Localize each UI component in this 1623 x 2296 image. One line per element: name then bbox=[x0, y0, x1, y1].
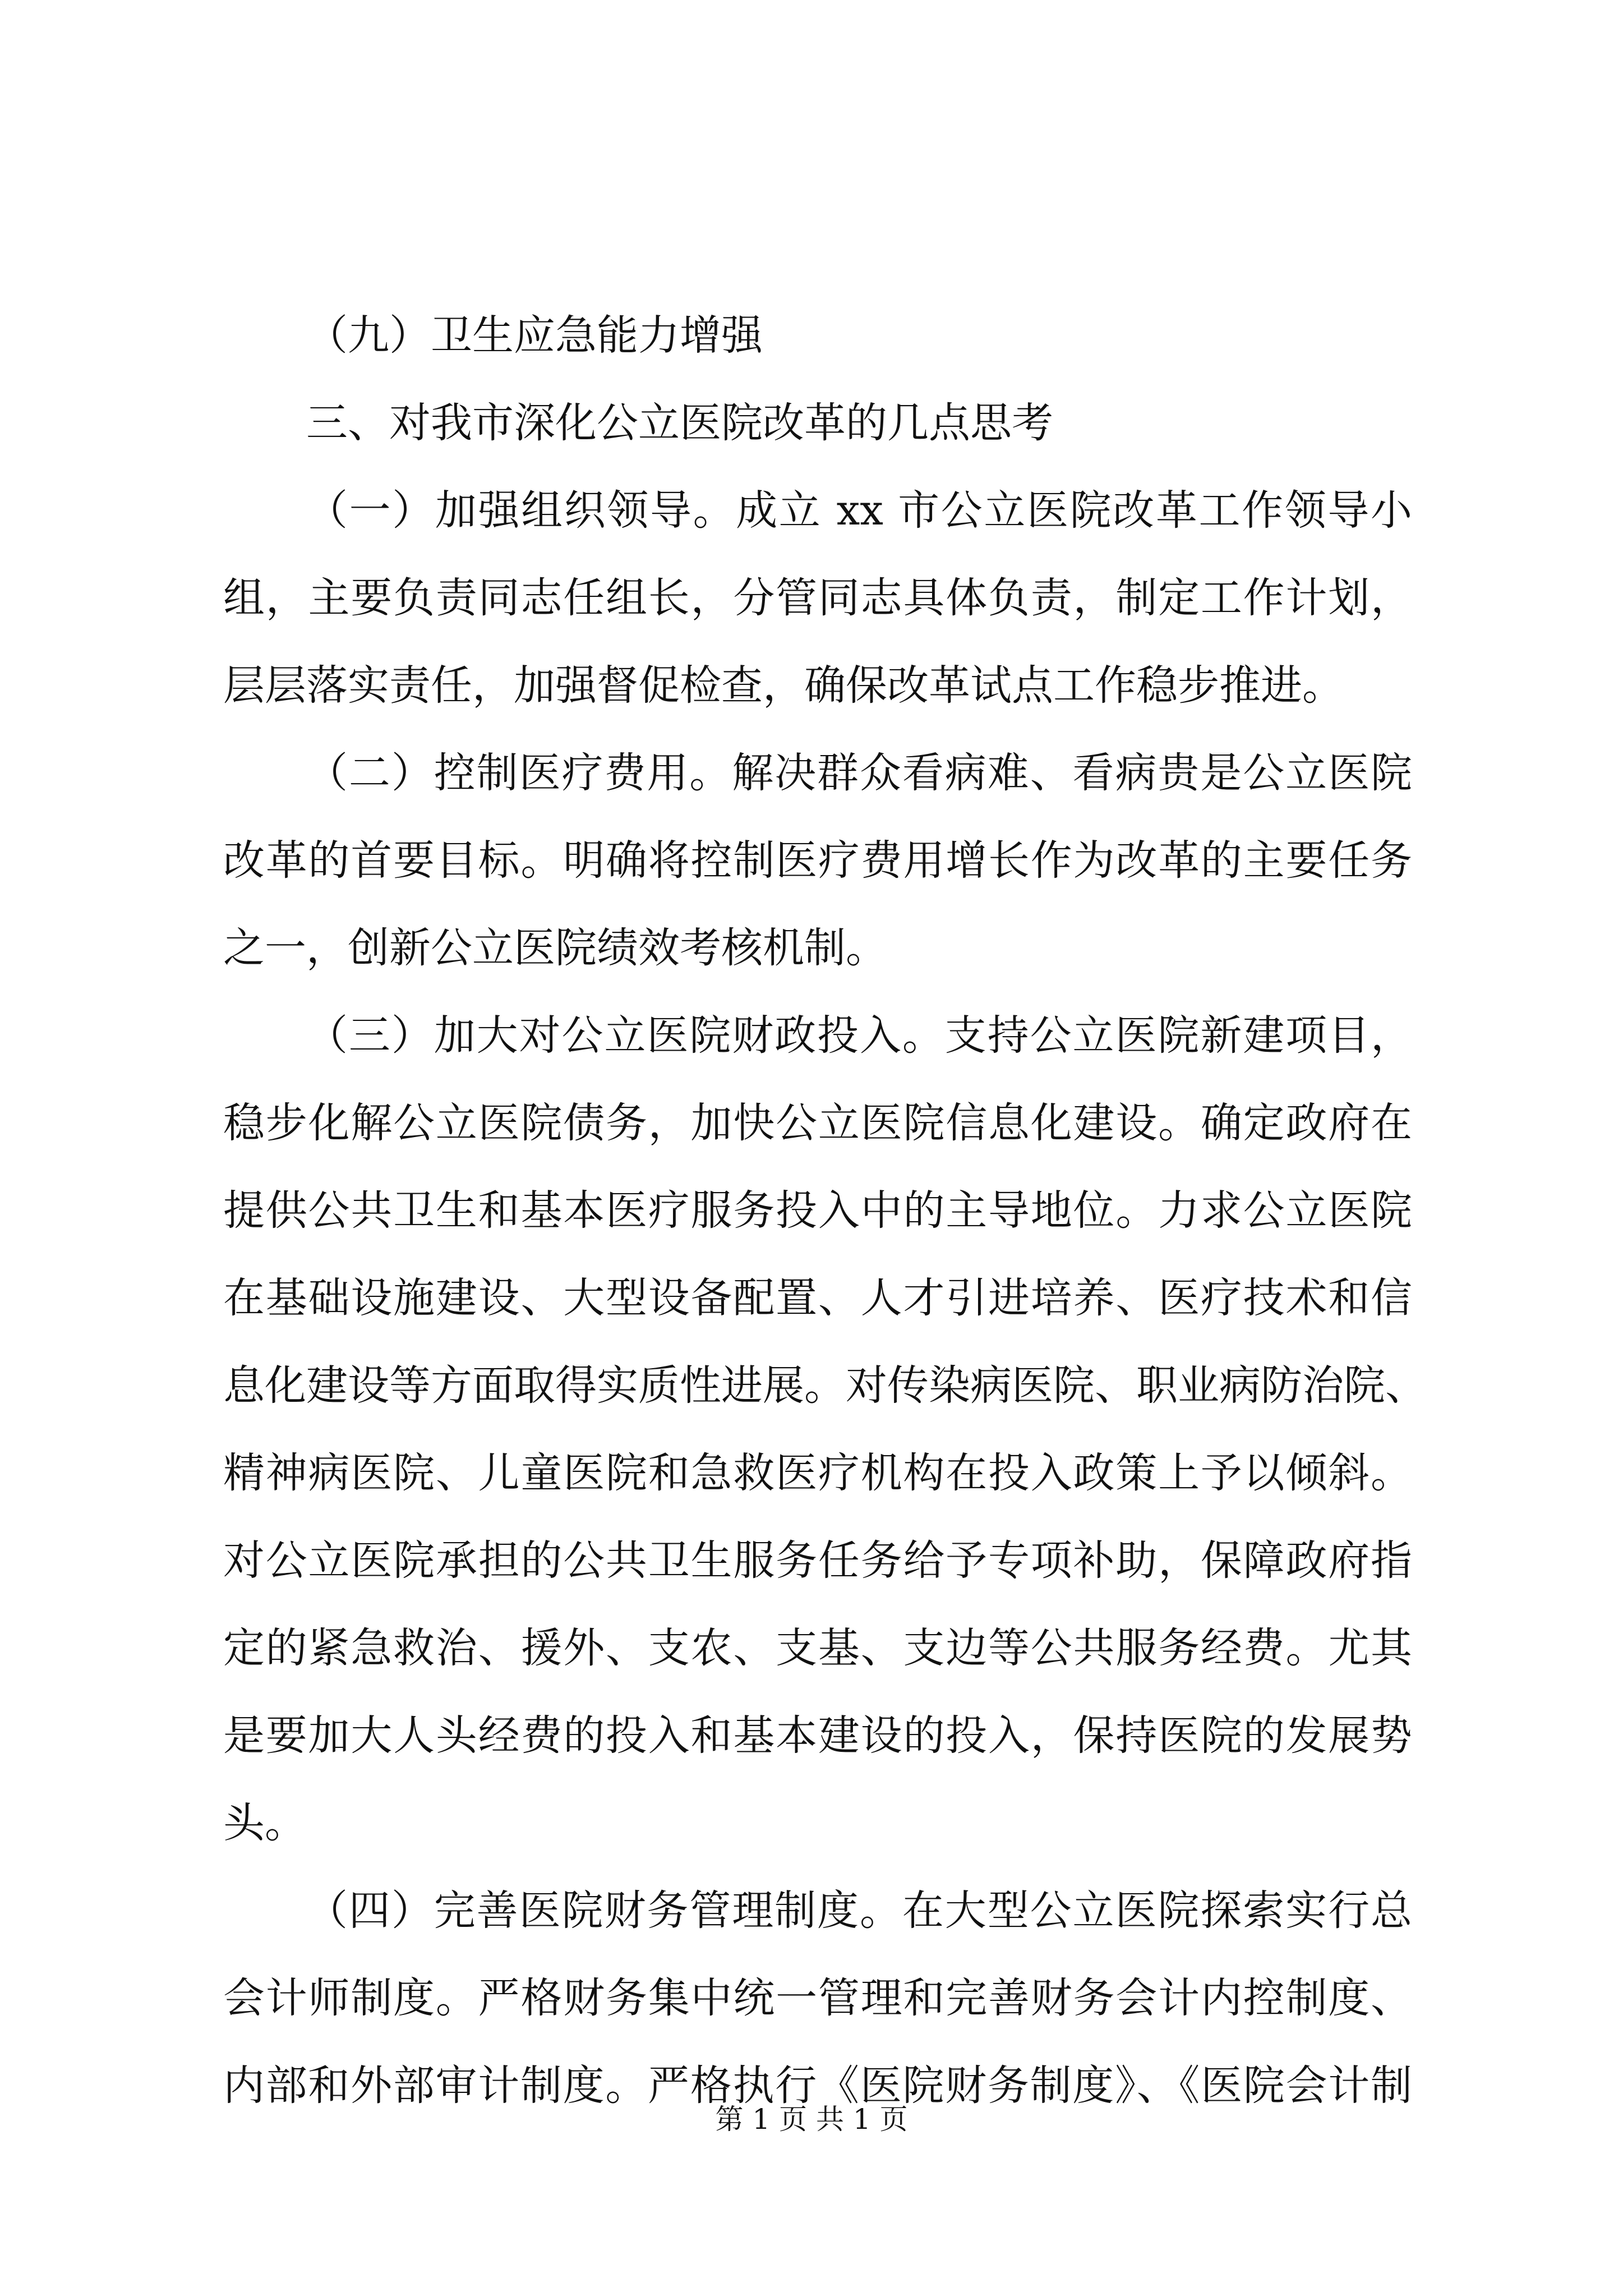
paragraph-line: 定的紧急救治、援外、支农、支基、支边等公共服务经费。尤其 bbox=[223, 1624, 1412, 1672]
paragraph-line: 稳步化解公立医院债务，加快公立医院信息化建设。确定政府在 bbox=[223, 1099, 1412, 1147]
paragraph-line: （四）完善医院财务管理制度。在大型公立医院探索实行总 bbox=[306, 1887, 1412, 1935]
paragraph-line: 改革的首要目标。明确将控制医疗费用增长作为改革的主要任务 bbox=[223, 836, 1412, 885]
paragraph-fiscal-investment bbox=[223, 992, 1427, 1867]
paragraph-financial-management bbox=[223, 1867, 1412, 2129]
paragraph-control-costs bbox=[223, 729, 1412, 992]
paragraph-line: （九）卫生应急能力增强 bbox=[306, 311, 763, 360]
page-footer: 第 1 页 共 1 页 bbox=[715, 2103, 908, 2136]
paragraph-line: 提供公共卫生和基本医疗服务投入中的主导地位。力求公立医院 bbox=[223, 1186, 1412, 1235]
paragraph-line: 精神病医院、儿童医院和急救医疗机构在投入政策上予以倾斜。 bbox=[223, 1449, 1412, 1497]
paragraph-strengthen-leadership bbox=[223, 467, 1412, 729]
paragraph-line: 之一，创新公立医院绩效考核机制。 bbox=[223, 924, 887, 972]
paragraph-line: 组，主要负责同志任组长，分管同志具体负责，制定工作计划， bbox=[223, 574, 1412, 622]
paragraph-line: （三）加大对公立医院财政投入。支持公立医院新建项目， bbox=[306, 1011, 1412, 1060]
paragraph-heading-nine bbox=[223, 292, 1412, 379]
paragraph-line: （二）控制医疗费用。解决群众看病难、看病贵是公立医院 bbox=[306, 749, 1412, 797]
paragraph-line: 是要加大人头经费的投入和基本建设的投入，保持医院的发展势 bbox=[223, 1711, 1412, 1760]
paragraph-line: 内部和外部审计制度。严格执行《医院财务制度》、《医院会计制 bbox=[223, 2062, 1412, 2110]
paragraph-line: （一）加强组织领导。成立 xx 市公立医院改革工作领导小 bbox=[306, 486, 1412, 535]
paragraph-line: 头。 bbox=[223, 1799, 306, 1847]
paragraph-line: 会计师制度。严格财务集中统一管理和完善财务会计内控制度、 bbox=[223, 1974, 1412, 2022]
section-heading-three bbox=[223, 379, 1412, 467]
paragraph-line: 息化建设等方面取得实质性进展。对传染病医院、职业病防治院、 bbox=[223, 1361, 1427, 1410]
paragraph-line: 在基础设施建设、大型设备配置、人才引进培养、医疗技术和信 bbox=[223, 1274, 1412, 1322]
paragraph-line: 三、对我市深化公立医院改革的几点思考 bbox=[306, 399, 1053, 447]
paragraph-line: 对公立医院承担的公共卫生服务任务给予专项补助，保障政府指 bbox=[223, 1536, 1412, 1585]
paragraph-line: 层层落实责任，加强督促检查，确保改革试点工作稳步推进。 bbox=[223, 661, 1344, 710]
